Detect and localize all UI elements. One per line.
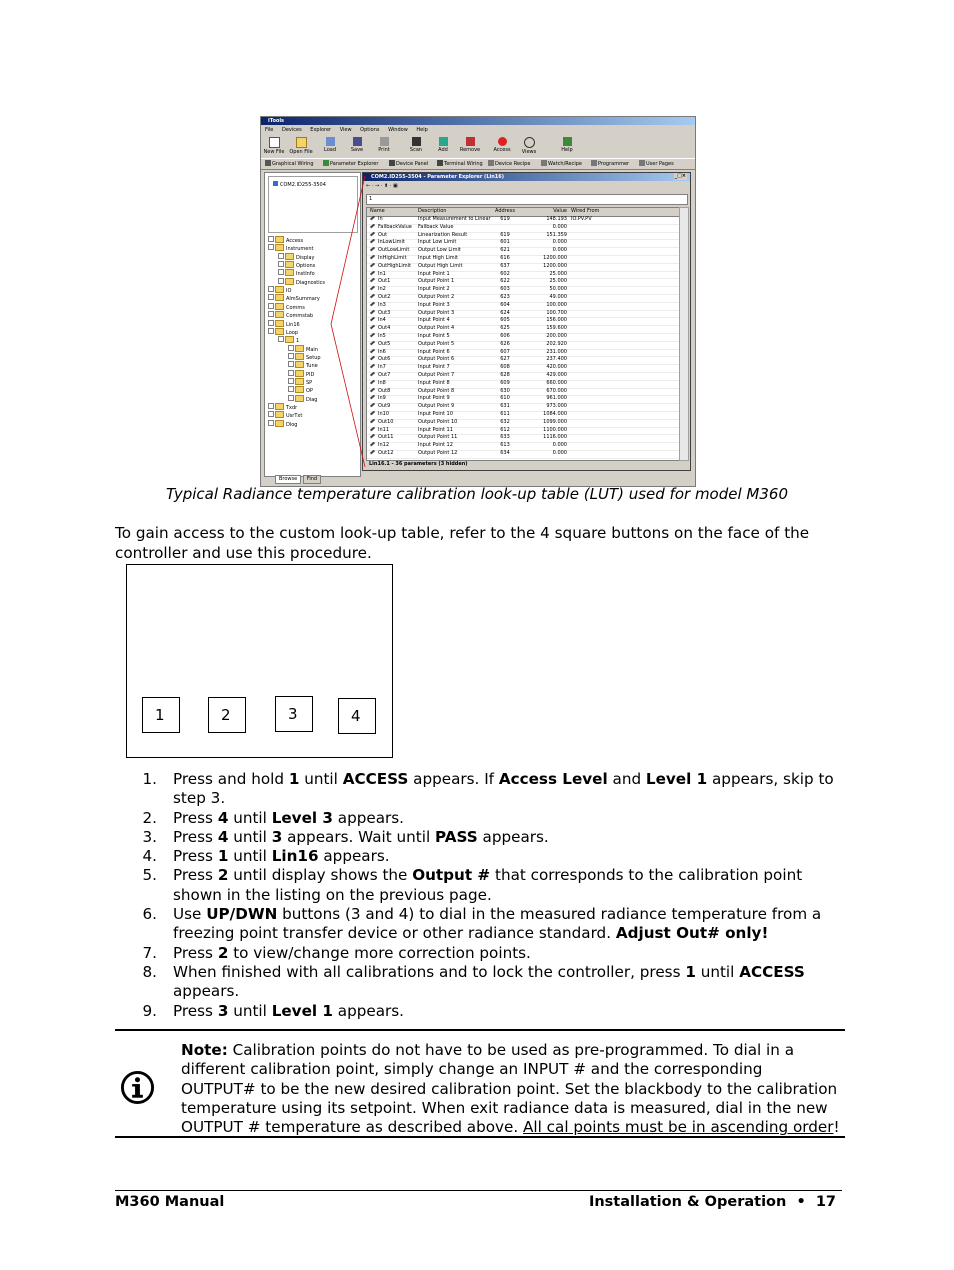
- controller-button-2: [208, 697, 246, 733]
- toolbar-label: Help: [561, 147, 573, 153]
- cell-text: Output Point 9: [418, 403, 455, 410]
- note-emphasis: All cal points must be in ascending order: [523, 1118, 834, 1137]
- tree-item-label: SP: [306, 379, 313, 386]
- footer-rule: [115, 1190, 842, 1191]
- tree-item-label: Dlog: [286, 421, 298, 428]
- tree-item-label: Diagnostics: [296, 279, 326, 286]
- step-number: 2.: [142, 808, 157, 827]
- cell-text: 1200.000: [543, 262, 567, 269]
- cell-text: 634: [500, 450, 510, 456]
- cell-text: In10: [378, 411, 390, 417]
- cell-text: 0.000: [552, 450, 567, 456]
- button-number: 3: [288, 705, 298, 723]
- cell-text: In1: [378, 270, 386, 277]
- note-bottom-rule: [115, 1136, 845, 1138]
- column-header[interactable]: Value: [553, 208, 567, 214]
- cell-text: 0.000: [552, 247, 567, 254]
- cell-text: 0.000: [552, 223, 567, 230]
- tree-item-label: Setup: [306, 354, 321, 361]
- tree-item-label: OP: [306, 388, 313, 395]
- step-keyword: Level 1: [271, 1001, 333, 1020]
- cell-text: IO.PV.PV: [571, 216, 592, 222]
- step-text: appears. If: [408, 770, 499, 788]
- controller-button-1: [142, 697, 180, 733]
- cell-text: Output Point 3: [418, 309, 455, 316]
- note-text: [181, 1041, 841, 1137]
- folder-icon[interactable]: ▣: [392, 183, 398, 189]
- cell-text: 630: [500, 387, 510, 394]
- window-toolbar: ← · → · ⬆ · ▣: [366, 183, 398, 189]
- callout-line: [331, 176, 365, 324]
- cell-text: 608: [500, 364, 510, 371]
- tree-item-label: Main: [306, 346, 318, 353]
- step-number: 1.: [142, 770, 157, 788]
- tree-item-label: 1: [296, 338, 300, 345]
- cell-text: Output Point 12: [418, 450, 458, 456]
- step-text: and: [607, 770, 646, 788]
- cell-text: Input Point 9: [418, 395, 450, 402]
- step-number: 3.: [142, 827, 157, 846]
- cell-text: 616: [500, 255, 510, 261]
- step-text: When finished with all calibrations and to lock the controller, press: [173, 962, 686, 981]
- button-number: 4: [351, 707, 361, 725]
- cell-text: 0.000: [552, 239, 567, 246]
- cell-text: 1100.000: [543, 426, 567, 433]
- menu-item[interactable]: Devices: [281, 127, 302, 133]
- page-number: 17: [815, 1194, 836, 1210]
- step-text: Press and hold: [173, 770, 289, 788]
- cell-text: 429.000: [546, 372, 567, 378]
- note-end: !: [833, 1118, 840, 1137]
- cell-text: Linearization Result: [418, 231, 468, 238]
- cell-text: Output Point 5: [418, 340, 455, 347]
- step-keyword: 4: [217, 827, 229, 846]
- cell-text: Out1: [378, 278, 391, 285]
- menu-item[interactable]: Window: [388, 127, 408, 133]
- cell-text: 602: [500, 270, 510, 277]
- tree-item-label: IO: [286, 288, 292, 295]
- toolbar-label: Load: [324, 147, 336, 153]
- tree-item-label: Diag: [306, 396, 318, 403]
- app-title: iTools: [268, 118, 285, 124]
- toolbar2-label: Parameter Explorer: [330, 161, 379, 167]
- step-text: appears.: [477, 827, 549, 846]
- toolbar2-label: User Pages: [646, 161, 674, 167]
- cell-text: 624: [500, 309, 510, 316]
- menu-item[interactable]: View: [339, 127, 352, 133]
- step-keyword: Level 3: [271, 808, 333, 827]
- procedure-step: [115, 828, 845, 847]
- step-number: 7.: [142, 943, 157, 962]
- step-text: Press: [173, 866, 218, 885]
- footer-section: Installation & Operation • 17: [588, 1194, 836, 1210]
- cell-text: In9: [378, 395, 386, 402]
- cell-text: Input Point 8: [418, 379, 450, 386]
- step-text: until display shows the: [228, 866, 413, 885]
- cell-text: 612: [500, 426, 510, 433]
- step-number: 6.: [142, 905, 157, 924]
- tree-item-label: Access: [286, 238, 304, 244]
- cell-text: 603: [500, 286, 510, 293]
- cell-text: 0.000: [552, 442, 567, 449]
- step-keyword: Access Level: [498, 770, 608, 788]
- cell-text: Input Point 5: [418, 333, 450, 339]
- step-text: Press: [173, 1001, 218, 1020]
- cell-text: 627: [500, 356, 510, 363]
- tree-item-label: Loop: [286, 329, 298, 336]
- cell-text: In: [378, 216, 383, 222]
- cell-text: 100.700: [546, 309, 567, 316]
- cell-text: 25.000: [549, 278, 567, 285]
- toolbar-label: Save: [350, 147, 364, 153]
- cell-text: Output Low Limit: [418, 247, 461, 254]
- cell-text: Out2: [378, 294, 391, 300]
- cell-text: Input Point 10: [418, 411, 453, 417]
- cell-text: Output Point 7: [418, 372, 455, 378]
- cell-text: InLowLimit: [378, 239, 405, 246]
- step-keyword: Level 1: [645, 770, 708, 788]
- toolbar-label: Scan: [409, 147, 423, 153]
- cell-text: In12: [378, 442, 390, 449]
- cell-text: 420.000: [546, 364, 567, 371]
- step-text: until: [228, 808, 272, 827]
- cell-text: Output Point 1: [418, 278, 455, 285]
- cell-text: 621: [500, 247, 510, 254]
- cell-text: In7: [378, 364, 386, 371]
- cell-text: 619: [500, 216, 510, 222]
- tree-item-label: UsrTxt: [286, 413, 303, 420]
- cell-text: 151.359: [546, 231, 567, 238]
- cell-text: 632: [500, 418, 510, 425]
- cell-text: Out11: [378, 434, 394, 441]
- cell-text: 100.000: [546, 301, 567, 308]
- controller-face-diagram: [126, 564, 393, 758]
- toolbar2-label: Graphical Wiring: [272, 161, 314, 167]
- step-number: 9.: [142, 1001, 157, 1020]
- tree-item-label: AlmSummary: [286, 296, 320, 303]
- cell-text: Out3: [378, 309, 391, 316]
- cell-text: Output Point 6: [418, 356, 455, 363]
- column-header[interactable]: Description: [418, 208, 447, 214]
- tree-item-label: Comms: [286, 304, 305, 311]
- step-keyword: 4: [217, 808, 229, 827]
- step-keyword: UP/DWN: [206, 905, 278, 924]
- procedure-step: [115, 770, 845, 809]
- column-header[interactable]: Name: [370, 208, 385, 214]
- toolbar-label: Access: [493, 147, 511, 153]
- step-keyword: 2: [217, 943, 229, 962]
- procedure-step: [115, 866, 845, 905]
- cell-text: 604: [500, 301, 510, 308]
- note-top-rule: [115, 1029, 845, 1031]
- step-text: Use: [173, 905, 207, 924]
- cell-text: 1099.000: [543, 418, 567, 425]
- toolbar2-label: Device Recipe: [495, 161, 531, 167]
- step-text: buttons (3 and 4) to dial in the measured radiance temperature from a freezing point transfer device or other radiance standard.: [173, 905, 822, 943]
- button-number: 2: [221, 706, 231, 724]
- procedure-step: [115, 847, 845, 866]
- cell-text: OutHighLimit: [378, 262, 411, 269]
- cell-text: Input Point 12: [418, 442, 453, 449]
- cell-text: 50.000: [549, 286, 567, 293]
- cell-text: 49.000: [549, 294, 567, 300]
- cell-text: Out6: [378, 356, 391, 363]
- cell-text: Input High Limit: [418, 255, 459, 261]
- step-number: 8.: [142, 962, 157, 981]
- cell-text: 626: [500, 340, 510, 347]
- cell-text: Input Point 11: [418, 426, 453, 433]
- step-text: until: [228, 847, 272, 866]
- cell-text: Fallback Value: [418, 223, 454, 230]
- status-bar: Lin16.1 - 36 parameters (3 hidden): [369, 461, 468, 467]
- cell-text: OutLowLimit: [378, 247, 410, 254]
- procedure-steps: [115, 770, 845, 1021]
- toolbar2-label: Terminal Wiring: [444, 161, 483, 167]
- menu-item[interactable]: File: [265, 127, 274, 133]
- cell-text: 605: [500, 317, 510, 324]
- cell-text: Input Point 6: [418, 348, 450, 355]
- forward-arrow-icon[interactable]: →: [374, 183, 380, 189]
- cell-text: Out12: [378, 450, 394, 456]
- cell-text: 670.000: [546, 387, 567, 394]
- cell-text: In5: [378, 333, 386, 339]
- button-number: 1: [155, 706, 165, 724]
- back-arrow-icon[interactable]: ←: [366, 183, 371, 189]
- step-keyword: 1: [685, 962, 696, 981]
- column-header[interactable]: Wired From: [571, 208, 600, 214]
- step-text: until: [695, 962, 740, 981]
- step-keyword: Lin16: [271, 847, 319, 866]
- tree-item-label: Txdr: [286, 405, 298, 411]
- tree-item-label: InstInfo: [296, 271, 315, 278]
- step-keyword: PASS: [435, 827, 478, 846]
- cell-text: Input Point 7: [418, 364, 450, 371]
- cell-text: Input Point 3: [418, 301, 450, 308]
- tree-item-label: Commstab: [286, 313, 314, 320]
- window-controls[interactable]: _□×: [674, 173, 686, 179]
- procedure-step: [115, 963, 845, 1002]
- step-text: until: [299, 770, 343, 788]
- figure-caption: Typical Radiance temperature calibration look-up table (LUT) used for model M360: [165, 485, 788, 503]
- up-icon[interactable]: ⬆: [383, 183, 389, 189]
- menu-item[interactable]: Help: [416, 127, 428, 133]
- tab-label: Find: [306, 476, 318, 482]
- callout-lines: [261, 117, 695, 486]
- step-keyword: 1: [288, 770, 300, 788]
- cell-text: InHighLimit: [378, 255, 407, 261]
- cell-text: 660.000: [546, 379, 567, 386]
- tree-item-label: Options: [296, 263, 316, 270]
- cell-text: 622: [500, 278, 510, 285]
- intro-paragraph: To gain access to the custom look-up table, refer to the 4 square buttons on the face of the controller and use this procedure.: [115, 524, 810, 562]
- itools-screenshot: [260, 116, 696, 487]
- cell-text: 961.000: [546, 395, 567, 402]
- column-header[interactable]: Address: [495, 208, 515, 214]
- step-text: Press: [173, 808, 218, 827]
- cell-text: 623: [500, 294, 510, 300]
- cell-text: Output High Limit: [418, 262, 463, 269]
- cell-text: FallbackValue: [378, 223, 412, 230]
- step-text: appears.: [332, 808, 405, 827]
- cell-text: 25.000: [549, 270, 567, 277]
- procedure-step: [115, 905, 845, 944]
- step-number: 4.: [142, 847, 157, 866]
- cell-text: 973.000: [546, 403, 567, 410]
- step-keyword: 2: [217, 866, 229, 885]
- cell-text: Output Point 10: [418, 418, 458, 425]
- cell-text: 609: [500, 379, 510, 386]
- window-title: COM2.ID255-3504 - Parameter Explorer (Lin16): [371, 174, 505, 180]
- step-text: Press: [173, 847, 218, 866]
- info-icon: [120, 1070, 155, 1105]
- callout-line: [331, 324, 365, 467]
- procedure-step: [115, 944, 845, 963]
- cell-text: 148.193: [546, 216, 567, 222]
- cell-text: 628: [500, 372, 510, 378]
- tree-item-label: Lin16: [286, 321, 300, 328]
- toolbar-label: Open File: [289, 149, 313, 155]
- step-text: appears.: [318, 847, 390, 866]
- step-keyword: 3: [271, 827, 283, 846]
- step-text: until: [228, 827, 272, 846]
- menu-item[interactable]: Explorer: [310, 127, 332, 133]
- cell-text: 156.000: [546, 317, 567, 324]
- footer-manual-title: M360 Manual: [115, 1194, 225, 1210]
- cell-text: In11: [378, 426, 390, 433]
- cell-text: Output Point 11: [418, 434, 458, 441]
- step-text: appears.: [332, 1001, 405, 1020]
- step-text: appears.: [173, 982, 240, 1001]
- step-text: appears. Wait until: [282, 827, 435, 846]
- cell-text: Input Point 4: [418, 317, 450, 324]
- device-label: COM2.ID255-3504: [280, 182, 326, 188]
- note-body: Calibration points do not have to be used as pre-programmed. To dial in a different calibration point, simply change an INPUT # and the corresponding OUTPUT# to be the new desired calibration point. Set the blackbody to the calibration temperature using its setpoint. When exit radiance data is measured, dial in the new OUTPUT # temperature as described above.: [181, 1041, 838, 1137]
- tree-item-label: Display: [296, 254, 315, 261]
- step-keyword: ACCESS: [739, 962, 805, 981]
- cell-text: In6: [378, 348, 386, 355]
- toolbar2-label: Watch/Recipe: [548, 161, 582, 167]
- step-text: to view/change more correction points.: [228, 943, 531, 962]
- cell-text: 611: [500, 411, 510, 417]
- cell-text: 1116.000: [543, 434, 567, 441]
- cell-text: 237.400: [546, 356, 567, 363]
- step-keyword: 3: [217, 1001, 229, 1020]
- cell-text: Out4: [378, 325, 391, 332]
- cell-text: 633: [500, 434, 510, 441]
- cell-text: 625: [500, 325, 510, 332]
- cell-text: In2: [378, 286, 386, 293]
- step-text: until: [228, 1001, 272, 1020]
- cell-text: 1200.000: [543, 255, 567, 261]
- cell-text: 606: [500, 333, 510, 339]
- cell-text: 637: [500, 262, 510, 269]
- toolbar2-label: Programmer: [598, 161, 630, 167]
- cell-text: Output Point 2: [418, 294, 455, 300]
- cell-text: 200.000: [546, 333, 567, 339]
- cell-text: 202.920: [546, 340, 567, 347]
- cell-text: 159.600: [546, 325, 567, 332]
- address-field[interactable]: 1: [366, 194, 688, 205]
- tree-item-label: Tune: [306, 363, 318, 370]
- cell-text: Input Measurement to Linear: [418, 216, 491, 222]
- cell-text: Out9: [378, 403, 391, 410]
- toolbar-label: New File: [263, 149, 285, 155]
- step-keyword: Output #: [412, 866, 491, 885]
- cell-text: 613: [500, 442, 510, 449]
- step-text: Press: [173, 827, 218, 846]
- cell-text: Out8: [378, 387, 391, 394]
- cell-text: 619: [500, 231, 510, 238]
- controller-button-4: [338, 698, 376, 734]
- step-keyword: Adjust Out# only!: [615, 924, 769, 943]
- menu-item[interactable]: Options: [360, 127, 380, 133]
- cell-text: Out5: [378, 340, 391, 347]
- step-number: 5.: [142, 866, 157, 885]
- cell-text: Input Point 1: [418, 270, 450, 277]
- footer-section-label: Installation & Operation: [588, 1194, 787, 1210]
- cell-text: Out: [378, 231, 388, 238]
- tree-item-label: Instrument: [286, 246, 314, 253]
- cell-text: Input Point 2: [418, 286, 450, 293]
- cell-text: Out10: [378, 418, 394, 425]
- controller-button-3: [275, 696, 313, 732]
- cell-text: 607: [500, 348, 510, 355]
- tree-item-label: PID: [306, 371, 315, 378]
- step-text: that corresponds to the calibration point shown in the listing on the previous page.: [173, 866, 803, 904]
- cell-text: In8: [378, 379, 386, 386]
- step-keyword: ACCESS: [342, 770, 409, 788]
- toolbar2-label: Device Panel: [396, 161, 429, 167]
- cell-text: Input Low Limit: [418, 239, 457, 246]
- cell-text: 601: [500, 239, 510, 246]
- procedure-step: [115, 1002, 845, 1021]
- cell-text: Output Point 4: [418, 325, 455, 332]
- cell-text: In3: [378, 301, 386, 308]
- toolbar-label: Add: [438, 147, 448, 153]
- note-label: Note:: [181, 1041, 228, 1059]
- procedure-step: [115, 809, 845, 828]
- toolbar-label: Views: [521, 149, 537, 155]
- toolbar-label: Print: [378, 147, 390, 153]
- step-keyword: 1: [217, 847, 229, 866]
- step-text: Press: [173, 943, 218, 962]
- step-text: appears, skip to step 3.: [173, 770, 834, 808]
- cell-text: Out7: [378, 372, 391, 378]
- tab-label: Browse: [279, 476, 298, 482]
- cell-text: 631: [500, 403, 510, 410]
- cell-text: 231.000: [546, 348, 567, 355]
- cell-text: 1084.000: [543, 411, 567, 417]
- cell-text: In4: [378, 317, 386, 324]
- toolbar-label: Remove: [459, 147, 481, 153]
- cell-text: Output Point 8: [418, 387, 455, 394]
- cell-text: 610: [500, 395, 510, 402]
